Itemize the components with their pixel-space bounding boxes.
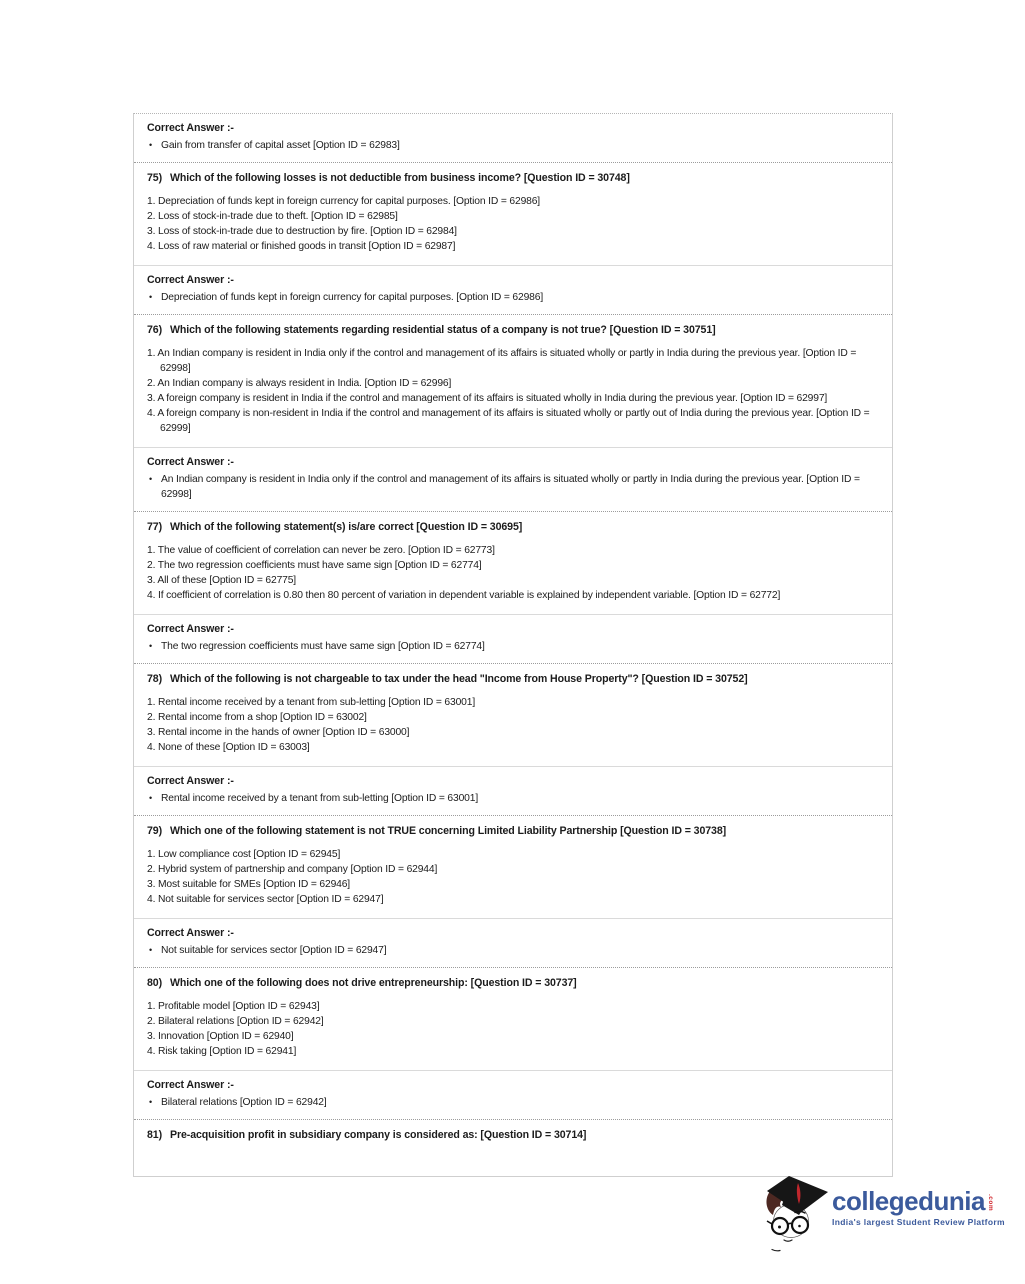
bullet-icon: • bbox=[149, 292, 153, 302]
question-number: 78) bbox=[147, 673, 163, 685]
answer-key-sheet bbox=[133, 113, 893, 1177]
correct-answer-text: Bilateral relations [Option ID = 62942] bbox=[161, 1097, 327, 1108]
question-text: Which of the following statements regarding residential status of a company is not true? [Question ID = 30751] bbox=[170, 324, 716, 336]
question-number: 80) bbox=[147, 977, 163, 989]
question-title bbox=[147, 1128, 879, 1143]
question-text: Which of the following losses is not deductible from business income? [Question ID = 30748] bbox=[170, 172, 630, 184]
question-block bbox=[134, 824, 892, 968]
question-text: Which one of the following does not drive entrepreneurship: [Question ID = 30737] bbox=[170, 977, 577, 989]
correct-answer-heading: Correct Answer :- bbox=[147, 274, 234, 286]
question-title bbox=[147, 976, 879, 991]
correct-answer-item bbox=[147, 472, 879, 502]
option-item: 3. A foreign company is resident in India if the control and management of its affairs is situated wholly in India during the previous year. [Option ID = 62997] bbox=[147, 393, 828, 404]
correct-answer-heading: Correct Answer :- bbox=[147, 122, 234, 134]
dotted-divider bbox=[134, 967, 892, 968]
dotted-divider bbox=[134, 815, 892, 816]
question-text: Pre-acquisition profit in subsidiary company is considered as: [Question ID = 30714] bbox=[170, 1129, 587, 1141]
question-number: 75) bbox=[147, 172, 163, 184]
question-block bbox=[134, 672, 892, 816]
correct-answer-item bbox=[147, 1095, 879, 1110]
question-title bbox=[147, 520, 879, 535]
correct-answer-heading: Correct Answer :- bbox=[147, 1079, 234, 1091]
correct-answer-block bbox=[134, 919, 892, 967]
option-item: 3. Innovation [Option ID = 62940] bbox=[147, 1031, 294, 1042]
correct-answer-block bbox=[134, 448, 892, 511]
correct-answer-text: Rental income received by a tenant from sub-letting [Option ID = 63001] bbox=[161, 793, 479, 804]
correct-answer-text: Not suitable for services sector [Option ID = 62947] bbox=[161, 945, 387, 956]
dotted-divider bbox=[134, 663, 892, 664]
option-item: 2. Hybrid system of partnership and company [Option ID = 62944] bbox=[147, 864, 438, 875]
bullet-icon: • bbox=[149, 793, 153, 803]
correct-answer-item bbox=[147, 943, 879, 958]
question-title bbox=[147, 323, 879, 338]
correct-answer-block bbox=[134, 1071, 892, 1119]
correct-answer-heading: Correct Answer :- bbox=[147, 456, 234, 468]
option-item: 1. Rental income received by a tenant from sub-letting [Option ID = 63001] bbox=[147, 697, 476, 708]
option-item: 4. Risk taking [Option ID = 62941] bbox=[147, 1046, 297, 1057]
correct-answer-item bbox=[147, 290, 879, 305]
bullet-icon: • bbox=[149, 641, 153, 651]
option-item: 4. Not suitable for services sector [Option ID = 62947] bbox=[147, 894, 384, 905]
option-item: 1. Depreciation of funds kept in foreign currency for capital purposes. [Option ID = 62986] bbox=[147, 196, 541, 207]
question-block bbox=[134, 323, 892, 512]
bullet-icon: • bbox=[149, 945, 153, 955]
correct-answer-block bbox=[134, 615, 892, 663]
correct-answer-item bbox=[147, 138, 879, 153]
option-item: 4. Loss of raw material or finished goods in transit [Option ID = 62987] bbox=[147, 241, 456, 252]
question-block bbox=[134, 1128, 892, 1143]
bullet-icon: • bbox=[149, 140, 153, 150]
option-item: 2. An Indian company is always resident in India. [Option ID = 62996] bbox=[147, 378, 452, 389]
brand-tagline: India's largest Student Review Platform bbox=[832, 1217, 1005, 1227]
correct-answer-item bbox=[147, 791, 879, 806]
question-number: 77) bbox=[147, 521, 163, 533]
bullet-icon: • bbox=[149, 1097, 153, 1107]
option-item: 3. Most suitable for SMEs [Option ID = 62946] bbox=[147, 879, 351, 890]
option-item: 4. If coefficient of correlation is 0.80 then 80 percent of variation in dependent variable is explained by independent variable. [Option ID = 62772] bbox=[147, 590, 781, 601]
correct-answer-block bbox=[134, 767, 892, 815]
correct-answer-text: Gain from transfer of capital asset [Option ID = 62983] bbox=[161, 140, 400, 151]
option-item: 1. An Indian company is resident in India only if the control and management of its affairs is situated wholly or partly in India during the previous year. [Option ID = 62998] bbox=[147, 348, 857, 374]
option-item: 4. None of these [Option ID = 63003] bbox=[147, 742, 310, 753]
option-item: 3. Rental income in the hands of owner [Option ID = 63000] bbox=[147, 727, 410, 738]
question-number: 79) bbox=[147, 825, 163, 837]
question-block bbox=[134, 976, 892, 1120]
correct-answer-heading: Correct Answer :- bbox=[147, 623, 234, 635]
correct-answer-text: An Indian company is resident in India only if the control and management of its affairs is situated wholly or partly in India during the previous year. [Option ID = 62998] bbox=[161, 474, 860, 500]
option-item: 2. Bilateral relations [Option ID = 62942] bbox=[147, 1016, 324, 1027]
question-text: Which one of the following statement is not TRUE concerning Limited Liability Partnership [Question ID = 30738] bbox=[170, 825, 727, 837]
correct-answer-text: The two regression coefficients must have same sign [Option ID = 62774] bbox=[161, 641, 485, 652]
correct-answer-block bbox=[134, 114, 892, 162]
question-number: 81) bbox=[147, 1129, 163, 1141]
question-number: 76) bbox=[147, 324, 163, 336]
correct-answer-heading: Correct Answer :- bbox=[147, 927, 234, 939]
dotted-divider bbox=[134, 314, 892, 315]
option-item: 3. Loss of stock-in-trade due to destruction by fire. [Option ID = 62984] bbox=[147, 226, 457, 237]
option-item: 3. All of these [Option ID = 62775] bbox=[147, 575, 297, 586]
dotted-divider bbox=[134, 511, 892, 512]
correct-answer-text: Depreciation of funds kept in foreign currency for capital purposes. [Option ID = 62986] bbox=[161, 292, 544, 303]
dotted-divider bbox=[134, 162, 892, 163]
correct-answer-block bbox=[134, 266, 892, 314]
student-mascot-icon bbox=[758, 1176, 832, 1264]
collegedunia-logo bbox=[758, 1176, 1008, 1268]
option-item: 1. Low compliance cost [Option ID = 62945] bbox=[147, 849, 341, 860]
option-item: 2. The two regression coefficients must have same sign [Option ID = 62774] bbox=[147, 560, 482, 571]
question-block bbox=[134, 520, 892, 664]
option-item: 4. A foreign company is non-resident in India if the control and management of its affairs is situated wholly or partly out of India during the previous year. [Option ID = 62999] bbox=[147, 408, 870, 434]
bullet-icon: • bbox=[149, 474, 153, 484]
question-title bbox=[147, 672, 879, 687]
question-block bbox=[134, 171, 892, 315]
question-title bbox=[147, 824, 879, 839]
question-text: Which of the following statement(s) is/are correct [Question ID = 30695] bbox=[170, 521, 523, 533]
brand-wordmark: collegedunia bbox=[832, 1186, 985, 1216]
brand-tld: .com bbox=[986, 1194, 994, 1212]
question-title bbox=[147, 171, 879, 186]
option-item: 1. The value of coefficient of correlation can never be zero. [Option ID = 62773] bbox=[147, 545, 495, 556]
dotted-divider bbox=[134, 1119, 892, 1120]
question-text: Which of the following is not chargeable to tax under the head "Income from House Property"? [Question ID = 30752] bbox=[170, 673, 748, 685]
option-item: 2. Rental income from a shop [Option ID = 63002] bbox=[147, 712, 367, 723]
correct-answer-heading: Correct Answer :- bbox=[147, 775, 234, 787]
correct-answer-item bbox=[147, 639, 879, 654]
option-item: 2. Loss of stock-in-trade due to theft. [Option ID = 62985] bbox=[147, 211, 398, 222]
option-item: 1. Profitable model [Option ID = 62943] bbox=[147, 1001, 320, 1012]
